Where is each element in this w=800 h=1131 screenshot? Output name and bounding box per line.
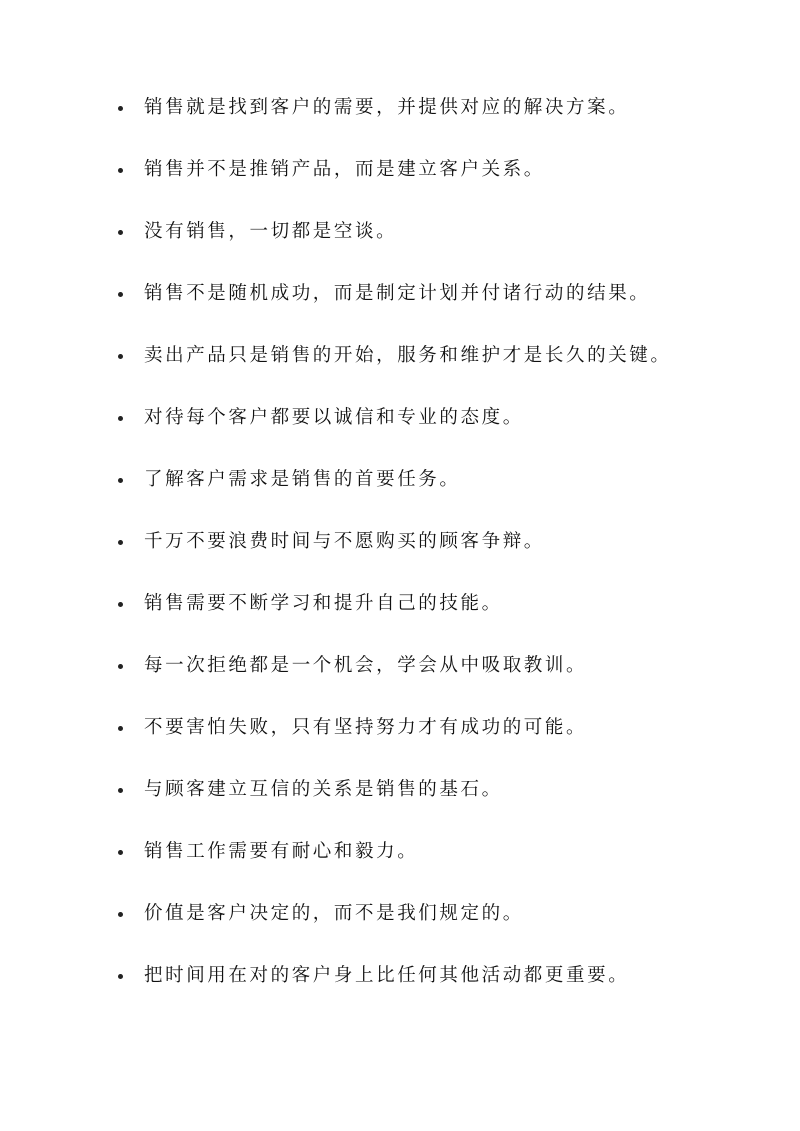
list-item-text: 每一次拒绝都是一个机会，学会从中吸取教训。 <box>144 655 588 676</box>
bullet-icon <box>118 850 123 855</box>
list-item-text: 把时间用在对的客户身上比任何其他活动都更重要。 <box>144 965 630 986</box>
bullet-icon <box>118 354 123 359</box>
bullet-icon <box>118 416 123 421</box>
bullet-icon <box>118 726 123 731</box>
bullet-icon <box>118 974 123 979</box>
list-item <box>118 588 738 650</box>
bullet-icon <box>118 168 123 173</box>
list-item <box>118 402 738 464</box>
list-item-text: 不要害怕失败，只有坚持努力才有成功的可能。 <box>144 717 588 738</box>
list-item <box>118 898 738 960</box>
list-item-text: 千万不要浪费时间与不愿购买的顾客争辩。 <box>144 531 545 552</box>
list-item <box>118 154 738 216</box>
list-item-text: 没有销售，一切都是空谈。 <box>144 221 398 242</box>
list-item <box>118 340 738 402</box>
list-item-text: 对待每个客户都要以诚信和专业的态度。 <box>144 407 524 428</box>
list-item-text: 销售不是随机成功，而是制定计划并付诸行动的结果。 <box>144 283 651 304</box>
list-item-text: 销售就是找到客户的需要，并提供对应的解决方案。 <box>144 97 630 118</box>
list-item <box>118 960 738 1022</box>
list-item-text: 卖出产品只是销售的开始，服务和维护才是长久的关键。 <box>144 345 672 366</box>
bullet-icon <box>118 292 123 297</box>
list-item-text: 销售工作需要有耐心和毅力。 <box>144 841 419 862</box>
bullet-icon <box>118 602 123 607</box>
list-item-text: 与顾客建立互信的关系是销售的基石。 <box>144 779 503 800</box>
list-item <box>118 92 738 154</box>
list-item <box>118 650 738 712</box>
bullet-icon <box>118 540 123 545</box>
bullet-icon <box>118 664 123 669</box>
bullet-icon <box>118 788 123 793</box>
bullet-list <box>118 92 738 1022</box>
bullet-icon <box>118 106 123 111</box>
list-item <box>118 836 738 898</box>
list-item-text: 价值是客户决定的，而不是我们规定的。 <box>144 903 524 924</box>
list-item <box>118 278 738 340</box>
list-item-text: 销售并不是推销产品，而是建立客户关系。 <box>144 159 545 180</box>
list-item <box>118 216 738 278</box>
list-item-text: 了解客户需求是销售的首要任务。 <box>144 469 461 490</box>
list-item <box>118 774 738 836</box>
list-item <box>118 464 738 526</box>
bullet-icon <box>118 230 123 235</box>
list-item <box>118 526 738 588</box>
list-item-text: 销售需要不断学习和提升自己的技能。 <box>144 593 503 614</box>
bullet-icon <box>118 478 123 483</box>
bullet-icon <box>118 912 123 917</box>
list-item <box>118 712 738 774</box>
